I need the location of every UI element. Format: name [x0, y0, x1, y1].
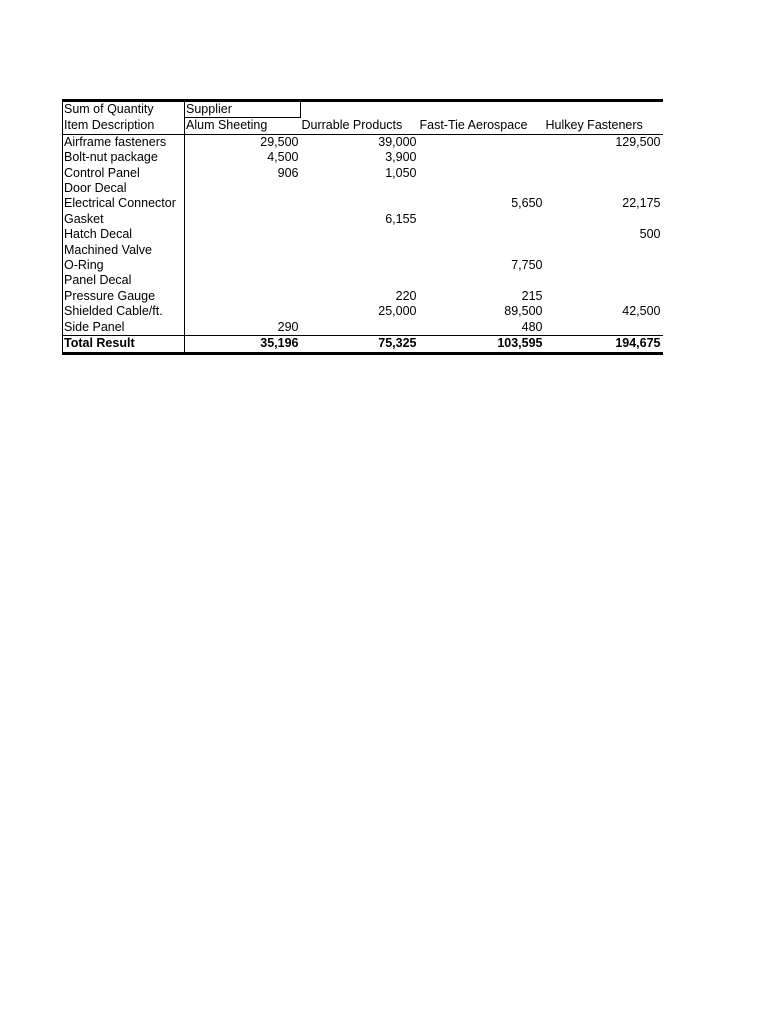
item-description-cell: Hatch Decal [63, 227, 185, 242]
quantity-cell: 39,000 [378, 134, 417, 149]
total-value-cell: 194,675 [545, 336, 663, 353]
quantity-cell: 42,500 [622, 304, 661, 319]
item-description-cell: Airframe fasteners [63, 134, 185, 150]
item-description-cell: Control Panel [63, 166, 185, 181]
quantity-cell: 290 [277, 319, 299, 334]
table-row [63, 258, 663, 273]
quantity-cell [545, 273, 663, 288]
pivot-table [62, 99, 663, 355]
quantity-cell [545, 181, 663, 196]
header-blank-cell [419, 101, 545, 118]
quantity-cell: 906 [277, 165, 299, 180]
table-row [63, 273, 663, 288]
quantity-cell: 7,750 [511, 258, 543, 273]
quantity-cell [185, 227, 301, 242]
quantity-cell: 480 [521, 319, 543, 334]
quantity-cell [419, 227, 545, 242]
quantity-cell [545, 166, 663, 181]
item-description-cell: Side Panel [63, 320, 185, 336]
quantity-cell [185, 212, 301, 227]
quantity-cell [185, 273, 301, 288]
item-description-cell: Electrical Connector [63, 196, 185, 211]
supplier-column-header: Alum Sheeting [185, 118, 301, 134]
quantity-cell [545, 289, 663, 304]
pivot-column-header-row [63, 118, 663, 134]
quantity-cell [185, 243, 301, 258]
total-value-cell: 103,595 [419, 336, 545, 353]
quantity-cell [185, 304, 301, 319]
item-description-field-button[interactable]: Item Description [63, 118, 185, 134]
quantity-cell: 4,500 [267, 150, 299, 165]
quantity-cell [545, 212, 663, 227]
quantity-cell [185, 196, 301, 211]
item-description-cell: Machined Valve [63, 243, 185, 258]
pivot-table-body [63, 101, 663, 354]
supplier-column-header: Fast-Tie Aerospace [419, 118, 545, 134]
item-description-cell: Pressure Gauge [63, 289, 185, 304]
supplier-field-button[interactable]: Supplier [185, 101, 301, 118]
pivot-header-row [63, 101, 663, 118]
quantity-cell [301, 181, 419, 196]
item-description-cell: Door Decal [63, 181, 185, 196]
quantity-cell: 6,155 [385, 211, 417, 226]
quantity-cell: 500 [639, 227, 661, 242]
table-row [63, 166, 663, 181]
quantity-cell [545, 150, 663, 165]
quantity-cell: 25,000 [378, 304, 417, 319]
quantity-cell [185, 289, 301, 304]
item-description-cell: Gasket [63, 212, 185, 227]
quantity-cell [545, 258, 663, 273]
table-row [63, 320, 663, 336]
table-row [63, 227, 663, 242]
quantity-cell [419, 134, 545, 150]
quantity-cell [301, 273, 419, 288]
table-row [63, 304, 663, 319]
supplier-column-header: Durrable Products [301, 118, 419, 134]
table-row [63, 196, 663, 211]
table-row [63, 181, 663, 196]
quantity-cell: 5,650 [511, 196, 543, 211]
quantity-cell: 1,050 [385, 165, 417, 180]
table-row [63, 212, 663, 227]
quantity-cell: 220 [395, 288, 417, 303]
quantity-cell [419, 150, 545, 165]
quantity-cell [545, 243, 663, 258]
quantity-cell: 129,500 [615, 134, 661, 149]
item-description-cell: O-Ring [63, 258, 185, 273]
quantity-cell [419, 166, 545, 181]
quantity-cell [301, 196, 419, 211]
table-row [63, 150, 663, 165]
table-row [63, 289, 663, 304]
header-blank-cell [545, 101, 663, 118]
table-row [63, 134, 663, 150]
total-row [63, 336, 663, 353]
item-description-cell: Shielded Cable/ft. [63, 304, 185, 319]
supplier-column-header: Hulkey Fasteners [545, 118, 663, 134]
quantity-cell [301, 320, 419, 336]
quantity-cell [419, 212, 545, 227]
data-field-button[interactable]: Sum of Quantity [63, 101, 185, 118]
quantity-cell [419, 243, 545, 258]
quantity-cell: 215 [521, 288, 543, 303]
quantity-cell: 22,175 [622, 196, 661, 211]
quantity-cell [419, 181, 545, 196]
quantity-cell: 3,900 [385, 150, 417, 165]
quantity-cell [545, 320, 663, 336]
header-blank-cell [301, 101, 419, 118]
quantity-cell [185, 258, 301, 273]
total-label: Total Result [63, 336, 185, 353]
table-row [63, 243, 663, 258]
quantity-cell [301, 227, 419, 242]
total-value-cell: 35,196 [185, 336, 301, 353]
quantity-cell [301, 258, 419, 273]
pivot-table-container [62, 99, 662, 355]
quantity-cell: 89,500 [504, 304, 543, 319]
item-description-cell: Panel Decal [63, 273, 185, 288]
total-value-cell: 75,325 [301, 336, 419, 353]
quantity-cell [185, 181, 301, 196]
item-description-cell: Bolt-nut package [63, 150, 185, 165]
quantity-cell: 29,500 [260, 134, 299, 149]
quantity-cell [419, 273, 545, 288]
quantity-cell [301, 243, 419, 258]
